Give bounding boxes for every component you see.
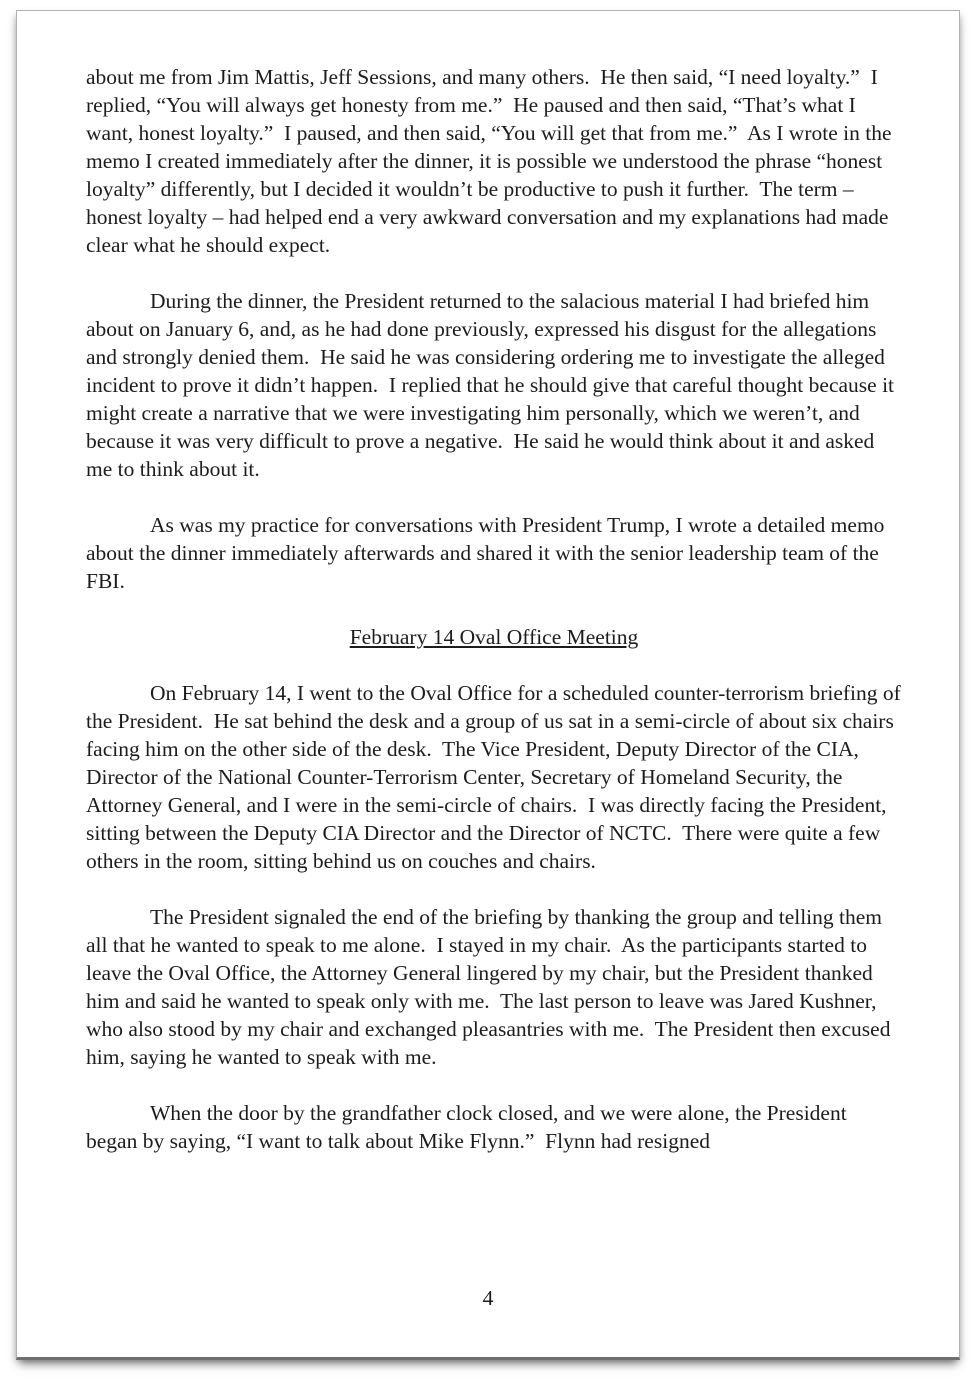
paragraph-oval-office-briefing: On February 14, I went to the Oval Office for a scheduled counter-terrorism briefing of the President. He sat behind the desk and a group of us sat in a semi-circle of about six chairs facing him on the other side of the desk. The Vice President, Deputy Director of the CIA, Director of the National Counter-Terrorism Center, Secretary of Homeland Security, the Attorney General, and I were in the semi-circle of chairs. I was directly facing the President, sitting between the Deputy CIA Director and the Director of NCTC. There were quite a few others in the room, sitting behind us on couches and chairs. [86, 681, 907, 873]
page-content [17, 11, 959, 1155]
paragraph-president-signaled-end: The President signaled the end of the briefing by thanking the group and telling them all that he wanted to speak to me alone. I stayed in my chair. As the participants started to leave the Oval Office, the Attorney General lingered by my chair, but the President thanked him and said he wanted to speak only with me. The last person to leave was Jared Kushner, who also stood by my chair and exchanged pleasantries with me. The President then excused him, saying he wanted to speak with me. [86, 905, 896, 1069]
page-number: 4 [482, 1286, 494, 1310]
paragraph-memo-practice: As was my practice for conversations with President Trump, I wrote a detailed memo about the dinner immediately afterwards and shared it with the senior leadership team of the FBI. [86, 513, 890, 593]
section-heading-february-14-oval-office-meeting: February 14 Oval Office Meeting [349, 625, 639, 649]
document-page [16, 10, 960, 1360]
paragraph-grandfather-clock: When the door by the grandfather clock closed, and we were alone, the President began by saying, “I want to talk about Mike Flynn.” Flynn had resigned [86, 1101, 853, 1153]
paragraph-continuation: about me from Jim Mattis, Jeff Sessions, and many others. He then said, “I need loyalty.” I replied, “You will always get honesty from me.” He paused and then said, “That’s what I want, honest loyalty.” I paused, and then said, “You will get that from me.” As I wrote in the memo I created immediately after the dinner, it is possible we understood the phrase “honest loyalty” differently, but I decided it wouldn’t be productive to push it further. The term – honest loyalty – had helped end a very awkward conversation and my explanations had made clear what he should expect. [86, 65, 897, 257]
paragraph-dinner-salacious-material: During the dinner, the President returned to the salacious material I had briefed him about on January 6, and, as he had done previously, expressed his disgust for the allegations and strongly denied them. He said he was considering ordering me to investigate the alleged incident to prove it didn’t happen. I replied that he should give that careful thought because it might create a narrative that we were investigating him personally, which we weren’t, and because it was very difficult to prove a negative. He said he would think about it and asked me to think about it. [86, 289, 900, 481]
